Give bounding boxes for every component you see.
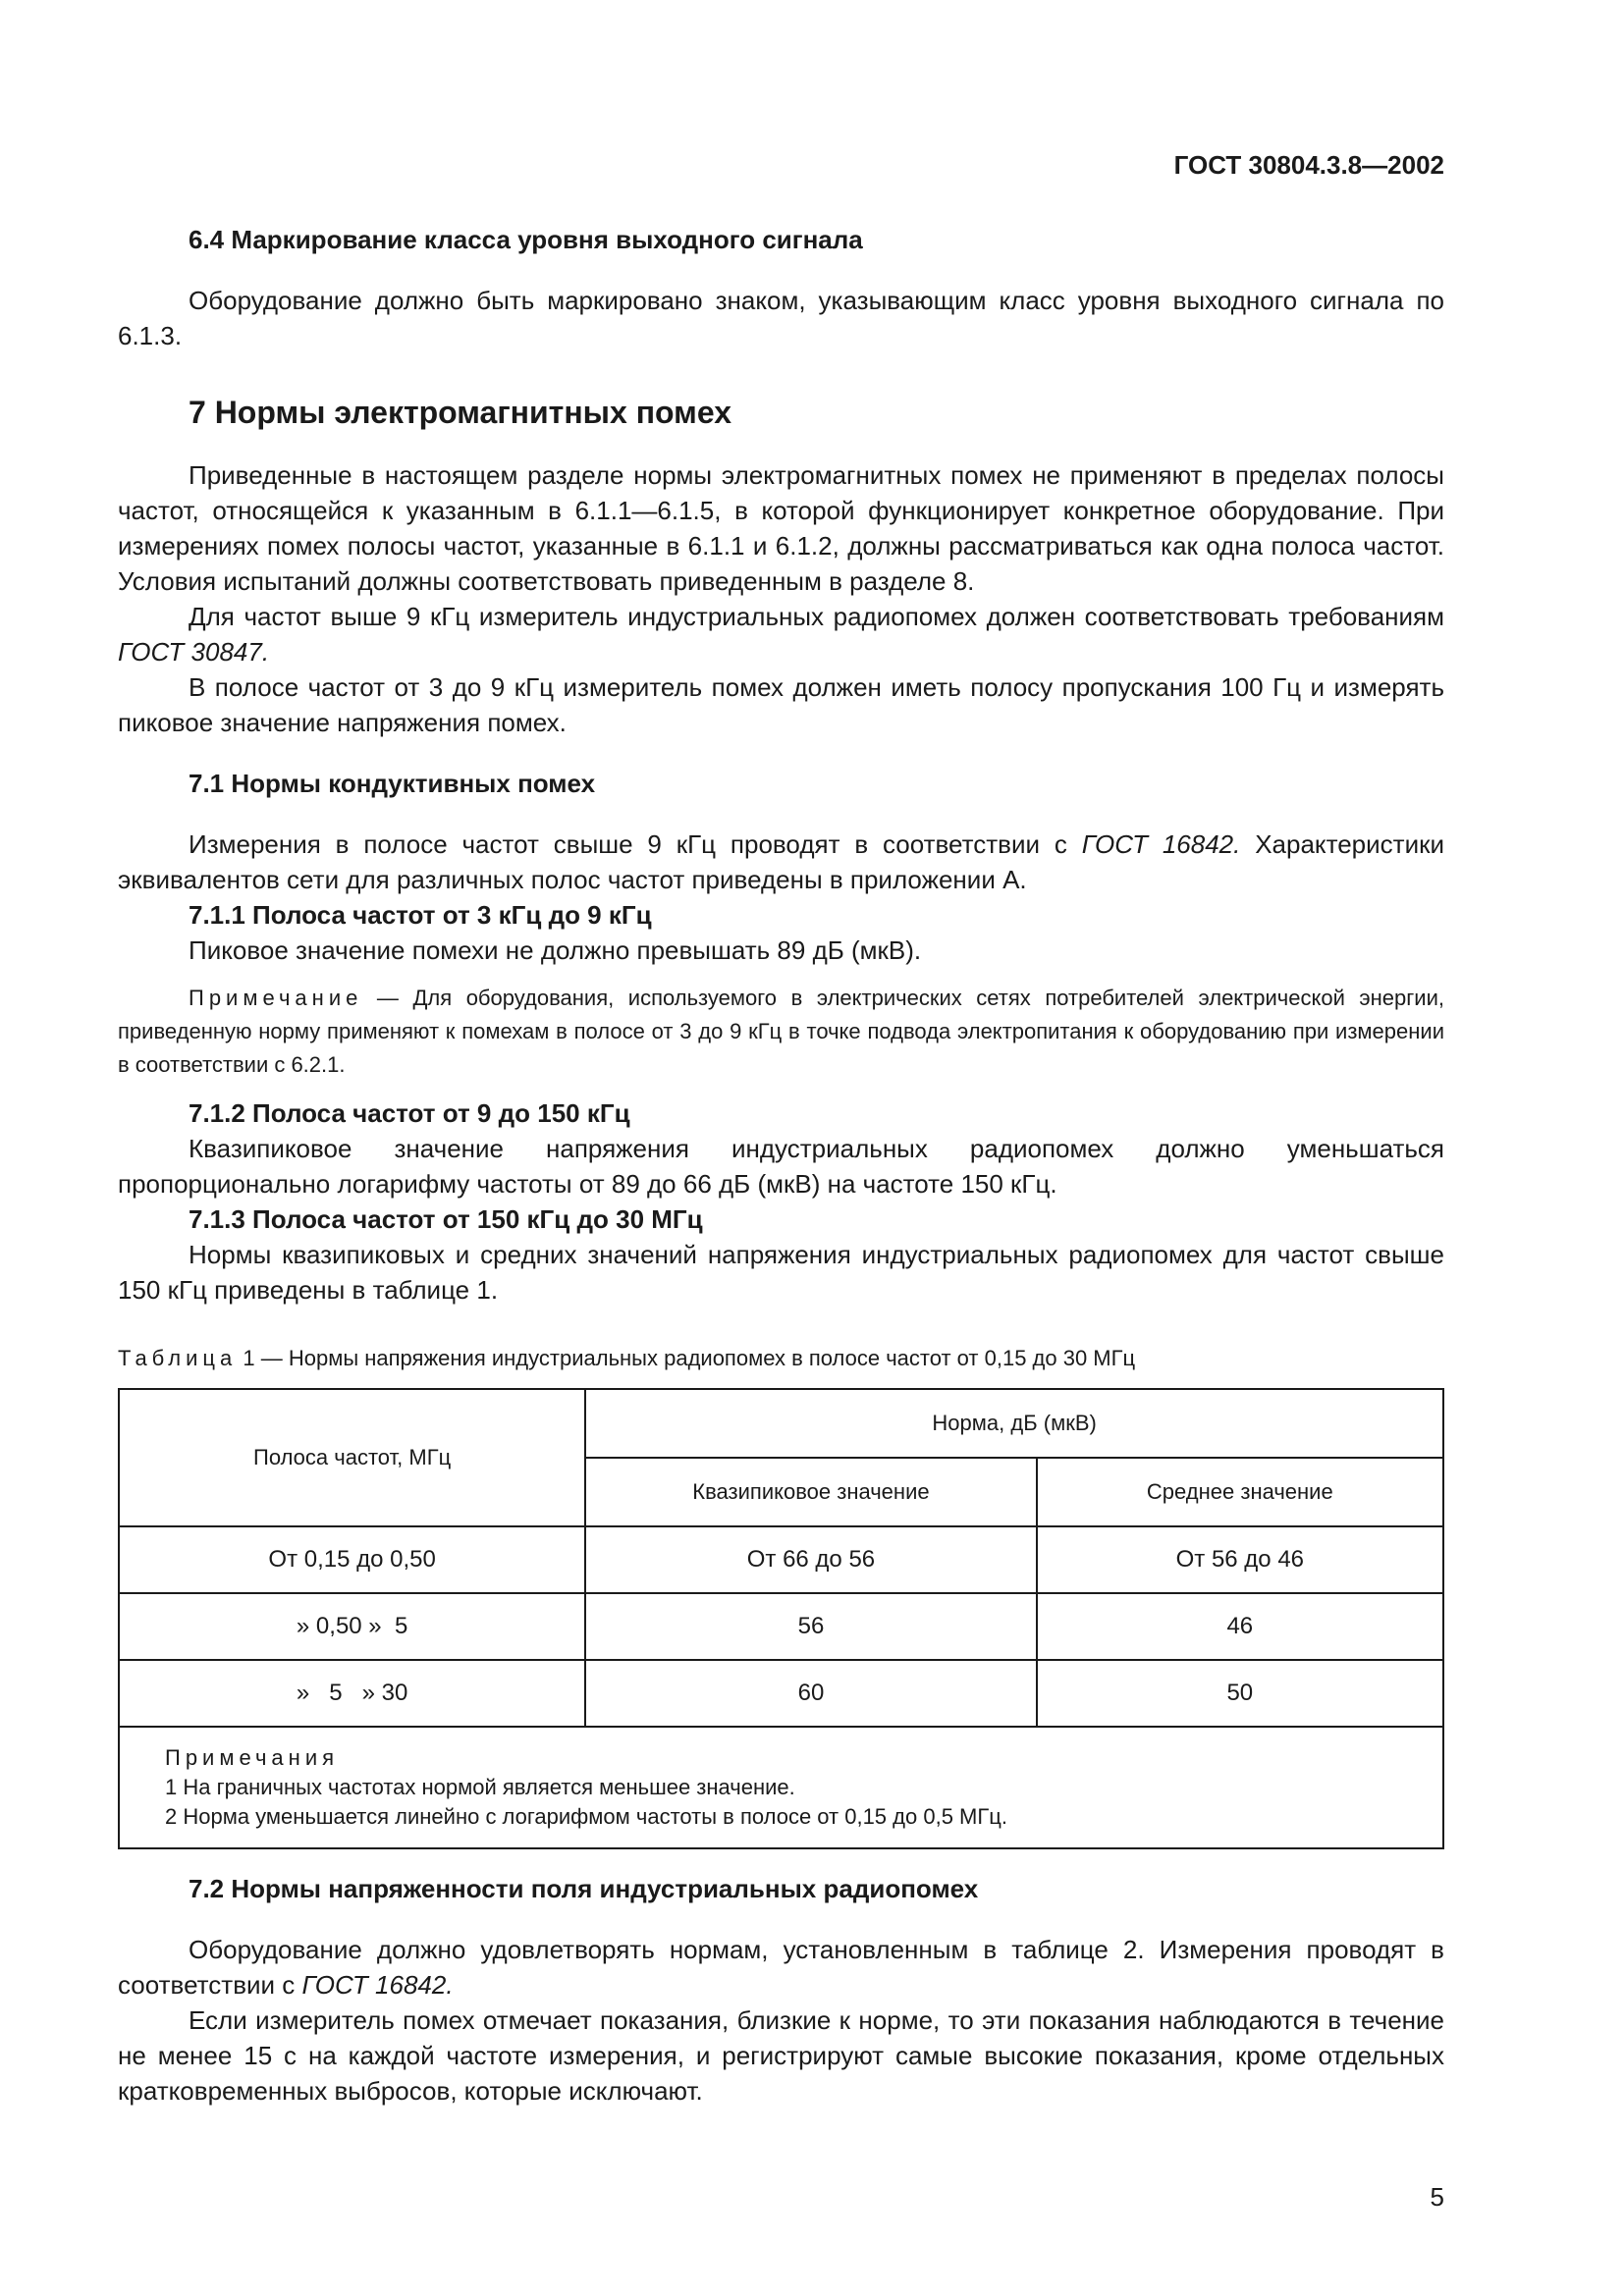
table-caption-label: Таблица — [118, 1346, 238, 1370]
column-header-norm: Норма, дБ (мкВ) — [585, 1389, 1443, 1458]
paragraph-text: Измерения в полосе частот свыше 9 кГц проводят в соответствии с — [189, 829, 1082, 859]
section-7-2-title: 7.2 Нормы напряженности поля индустриальных радиопомех — [189, 1874, 979, 1903]
cell-quasi-peak: 56 — [585, 1593, 1036, 1660]
table-row — [119, 1526, 1443, 1593]
cell-average: 50 — [1037, 1660, 1443, 1727]
table-1-caption — [118, 1341, 1444, 1376]
section-7-1-1-note — [118, 982, 1444, 1082]
section-7-1-title: 7.1 Нормы кондуктивных помех — [189, 769, 596, 798]
page-content — [118, 222, 1444, 2109]
table-row — [119, 1660, 1443, 1727]
cell-quasi-peak: От 66 до 56 — [585, 1526, 1036, 1593]
table-header-row — [119, 1389, 1443, 1458]
section-6-4-text: Оборудование должно быть маркировано знаком, указывающим класс уровня выходного сигнала по 6.1.3. — [118, 286, 1444, 350]
standard-reference: ГОСТ 16842. — [301, 1970, 454, 2000]
section-7-1-3-title: 7.1.3 Полоса частот от 150 кГц до 30 МГц — [189, 1204, 703, 1234]
table-note-2: 2 Норма уменьшается линейно с логарифмом частоты в полосе от 0,15 до 0,5 МГц. — [165, 1804, 1007, 1829]
column-header-average: Среднее значение — [1037, 1458, 1443, 1526]
section-7-paragraph-1: Приведенные в настоящем разделе нормы электромагнитных помех не применяют в пределах полосы частот, относящейся к указанным в 6.1.1—6.1.5, в которой функционирует конкретное оборудование. При измерениях помех полосы частот, указанные в 6.1.1 и 6.1.2, должны рассматриваться как одна полоса частот. Условия испытаний должны соответствовать приведенным в разделе 8. — [118, 460, 1444, 596]
column-header-band: Полоса частот, МГц — [119, 1389, 585, 1526]
table-note-1: 1 На граничных частотах нормой является меньшее значение. — [165, 1775, 795, 1799]
column-header-quasi-peak: Квазипиковое значение — [585, 1458, 1036, 1526]
table-notes-label: Примечания — [165, 1745, 340, 1770]
table-row — [119, 1593, 1443, 1660]
section-7-1-paragraph — [118, 827, 1444, 897]
section-7-paragraph-3: В полосе частот от 3 до 9 кГц измеритель помех должен иметь полосу пропускания 100 Гц и измерять пиковое значение напряжения помех. — [118, 672, 1444, 737]
paragraph-text: Характеристики эквивалентов сети для различных полос частот приведены в приложении А. — [118, 829, 1444, 894]
section-7-1-2-text: Квазипиковое значение напряжения индустриальных радиопомех должно уменьшаться пропорционально логарифму частоты от 89 до 66 дБ (мкВ) на частоте 150 кГц. — [118, 1134, 1444, 1199]
table-notes — [119, 1727, 1443, 1848]
section-7-title: 7 Нормы электромагнитных помех — [189, 395, 731, 430]
section-7-1-1-title: 7.1.1 Полоса частот от 3 кГц до 9 кГц — [189, 900, 652, 930]
cell-band: » 5 » 30 — [119, 1660, 585, 1727]
table-caption-text: 1 — Нормы напряжения индустриальных радиопомех в полосе частот от 0,15 до 30 МГц — [237, 1346, 1136, 1370]
cell-quasi-peak: 60 — [585, 1660, 1036, 1727]
section-6-4-title: 6.4 Маркирование класса уровня выходного сигнала — [189, 225, 863, 254]
section-7-1-1-text: Пиковое значение помехи не должно превышать 89 дБ (мкВ). — [189, 935, 922, 965]
section-7-2-paragraph-2: Если измеритель помех отмечает показания, близкие к норме, то эти показания наблюдаются в течение не менее 15 с на каждой частоте измерения, и регистрируют самые высокие показания, кроме отдельных кратковременных выбросов, которые исключают. — [118, 2005, 1444, 2106]
note-text: — Для оборудования, используемого в электрических сетях потребителей электрической энергии, приведенную норму применяют к помехам в полосе от 3 до 9 кГц в точке подвода электропитания к оборудованию при измерении в соответствии с 6.2.1. — [118, 986, 1444, 1077]
document-code-header: ГОСТ 30804.3.8—2002 — [1173, 150, 1444, 180]
cell-band: От 0,15 до 0,50 — [119, 1526, 585, 1593]
section-7-paragraph-2 — [118, 599, 1444, 669]
standard-reference: ГОСТ 16842. — [1081, 829, 1241, 859]
section-7-2-paragraph-1 — [118, 1932, 1444, 2002]
cell-average: От 56 до 46 — [1037, 1526, 1443, 1593]
table-notes-row — [119, 1727, 1443, 1848]
section-7-1-2-title: 7.1.2 Полоса частот от 9 до 150 кГц — [189, 1098, 630, 1128]
paragraph-text: Для частот выше 9 кГц измеритель индустриальных радиопомех должен соответствовать требованиям — [189, 602, 1444, 631]
table-1 — [118, 1388, 1444, 1849]
page-number: 5 — [1430, 2182, 1444, 2212]
paragraph-text: Оборудование должно удовлетворять нормам, установленным в таблице 2. Измерения проводят в соответствии с — [118, 1935, 1444, 2000]
cell-band: » 0,50 » 5 — [119, 1593, 585, 1660]
section-7-1-3-text: Нормы квазипиковых и средних значений напряжения индустриальных радиопомех для частот свыше 150 кГц приведены в таблице 1. — [118, 1240, 1444, 1305]
cell-average: 46 — [1037, 1593, 1443, 1660]
standard-reference: ГОСТ 30847. — [118, 637, 270, 667]
note-label: Примечание — [189, 986, 363, 1010]
